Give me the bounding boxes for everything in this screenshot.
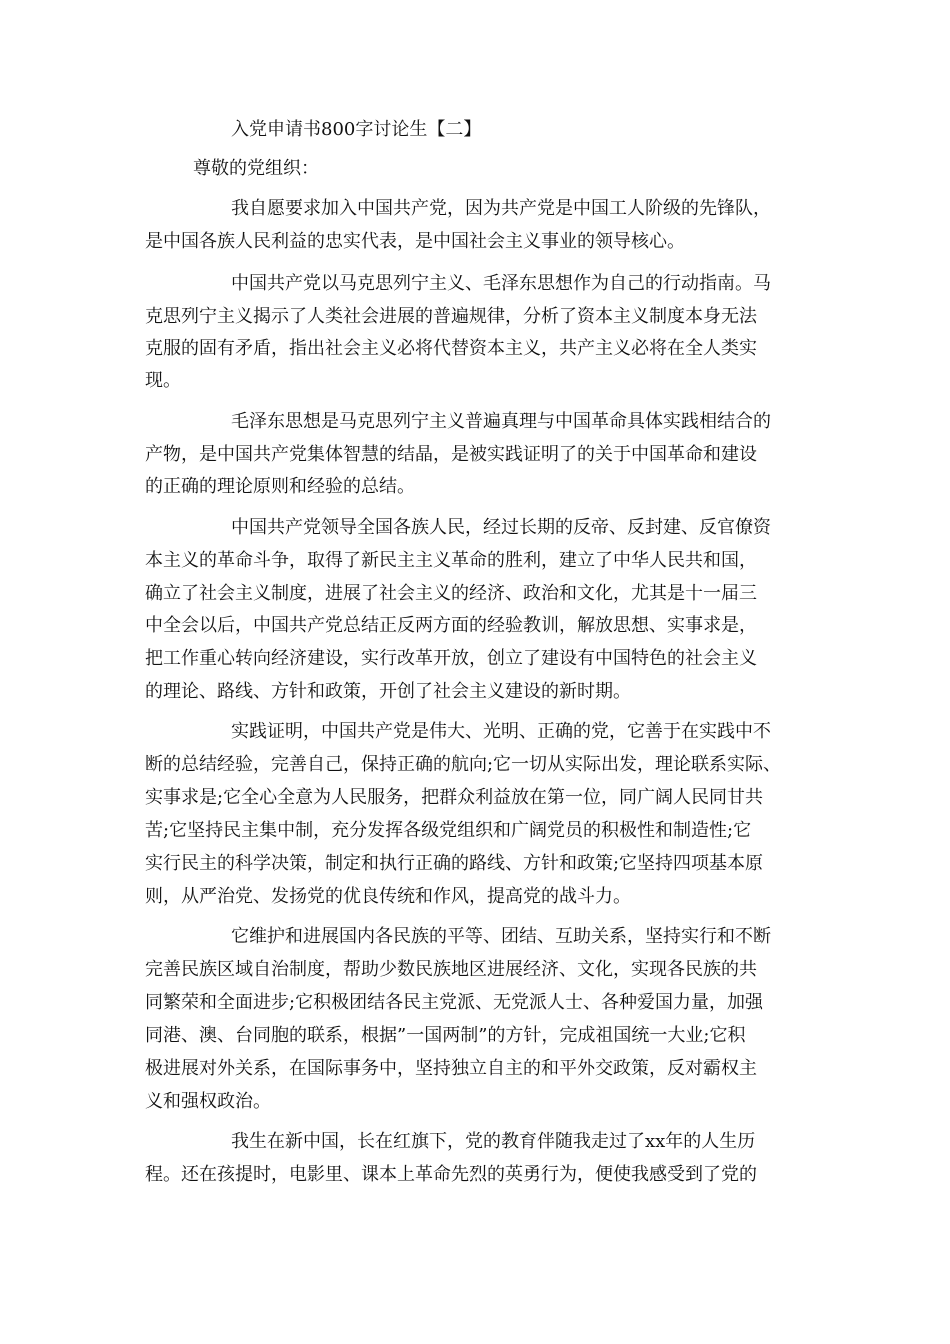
text-line: 苦;它坚持民主集中制，充分发挥各级党组织和广阔党员的积极性和制造性;它 [145,820,752,841]
text-line: 把工作重心转向经济建设，实行改革开放，创立了建设有中国特色的社会主义 [145,648,757,669]
text-line: 我生在新中国，长在红旗下，党的教育伴随我走过了xx年的人生历 [231,1131,756,1152]
text-line: 实践证明，中国共产党是伟大、光明、正确的党，它善于在实践中不 [231,721,771,742]
text-line: 它维护和进展国内各民族的平等、团结、互助关系，坚持实行和不断 [231,926,771,947]
text-line: 毛泽东思想是马克思列宁主义普遍真理与中国革命具体实践相结合的 [231,411,771,432]
text-line: 是中国各族人民利益的忠实代表，是中国社会主义事业的领导核心。 [145,231,685,252]
text-line: 程。还在孩提时，电影里、课本上革命先烈的英勇行为，便使我感受到了党的 [145,1164,757,1185]
text-line: 确立了社会主义制度，进展了社会主义的经济、政治和文化，尤其是十一届三 [145,583,757,604]
text-line: 本主义的革命斗争，取得了新民主主义革命的胜利，建立了中华人民共和国， [145,550,757,571]
text-line: 则，从严治党、发扬党的优良传统和作风，提高党的战斗力。 [145,886,631,907]
salutation: 尊敬的党组织： [193,158,319,179]
text-line: 实事求是;它全心全意为人民服务，把群众利益放在第一位，同广阔人民同甘共 [145,787,764,808]
text-line: 完善民族区域自治制度，帮助少数民族地区进展经济、文化，实现各民族的共 [145,959,757,980]
text-line: 中全会以后，中国共产党总结正反两方面的经验教训，解放思想、实事求是， [145,615,757,636]
text-line: 同繁荣和全面进步;它积极团结各民主党派、无党派人士、各种爱国力量，加强 [145,992,764,1013]
text-line: 同港、澳、台同胞的联系，根据”一国两制”的方针，完成祖国统一大业;它积 [145,1025,746,1046]
text-line: 中国共产党以马克思列宁主义、毛泽东思想作为自己的行动指南。马 [231,273,771,294]
text-line: 我自愿要求加入中国共产党，因为共产党是中国工人阶级的先锋队， [231,198,771,219]
text-line: 中国共产党领导全国各族人民，经过长期的反帝、反封建、反官僚资 [231,517,771,538]
text-line: 实行民主的科学决策，制定和执行正确的路线、方针和政策;它坚持四项基本原 [145,853,764,874]
text-line: 克服的固有矛盾，指出社会主义必将代替资本主义，共产主义必将在全人类实 [145,338,757,359]
text-line: 现。 [145,370,181,391]
text-line: 产物，是中国共产党集体智慧的结晶，是被实践证明了的关于中国革命和建设 [145,444,757,465]
text-line: 克思列宁主义揭示了人类社会进展的普遍规律，分析了资本主义制度本身无法 [145,306,757,327]
document-title: 入党申请书800字讨论生【二】 [231,119,482,140]
text-line: 义和强权政治。 [145,1091,271,1112]
text-line: 的理论、路线、方针和政策，开创了社会主义建设的新时期。 [145,681,631,702]
text-line: 的正确的理论原则和经验的总结。 [145,476,415,497]
text-line: 极进展对外关系，在国际事务中，坚持独立自主的和平外交政策，反对霸权主 [145,1058,757,1079]
text-line: 断的总结经验，完善自己，保持正确的航向;它一切从实际出发，理论联系实际、 [145,754,782,775]
